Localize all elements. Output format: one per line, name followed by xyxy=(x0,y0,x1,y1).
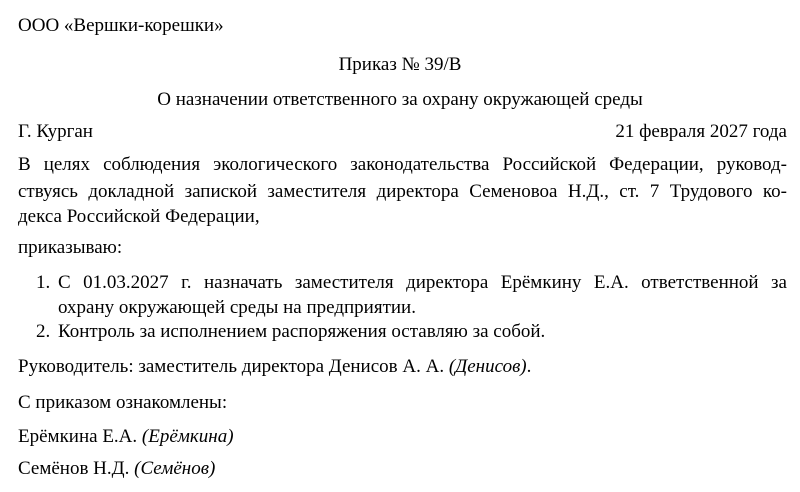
head-signature-row xyxy=(18,355,787,379)
preamble-line: В целях соблюдения экологического законодательства Российской Федерации, руковод- xyxy=(18,154,787,175)
place-date-row xyxy=(18,120,787,144)
head-end: . xyxy=(526,356,532,377)
organization-name: ООО «Вершки-корешки» xyxy=(18,15,224,36)
signer-signature: (Семёнов) xyxy=(134,458,216,479)
signer-signature: (Ерёмкина) xyxy=(141,426,234,447)
preamble-line: ствуясь докладной запиской заместителя директора Семеновоа Н.Д., ст. 7 Трудового ко- xyxy=(18,181,787,202)
order-word: приказываю: xyxy=(18,237,123,258)
signer-row xyxy=(18,457,787,481)
acquainted-label: С приказом ознакомлены: xyxy=(18,392,228,413)
list-item-number: 2. xyxy=(36,321,51,342)
order-subject: О назначении ответственного за охрану окружающей среды xyxy=(157,89,643,110)
preamble-line: декса Российской Федерации, xyxy=(18,206,260,227)
list-item-text: Контроль за исполнением распоряжения оставляю за собой. xyxy=(58,321,546,342)
head-label: Руководитель: заместитель директора Денисов А. А. xyxy=(18,356,445,377)
list-item-text: С 01.03.2027 г. назначать заместителя директора Ерёмкину Е.А. ответственной за xyxy=(58,272,787,293)
list-item-number: 1. xyxy=(36,272,51,293)
order-date: 21 февраля 2027 года xyxy=(615,121,787,142)
signer-name: Ерёмкина Е.А. xyxy=(18,426,138,447)
head-signature: (Денисов) xyxy=(448,356,527,377)
order-title: Приказ № 39/В xyxy=(338,54,462,75)
city: Г. Курган xyxy=(18,121,93,142)
signer-name: Семёнов Н.Д. xyxy=(18,458,130,479)
signer-row xyxy=(18,425,787,449)
list-item-text: охрану окружающей среды на предприятии. xyxy=(58,297,416,318)
